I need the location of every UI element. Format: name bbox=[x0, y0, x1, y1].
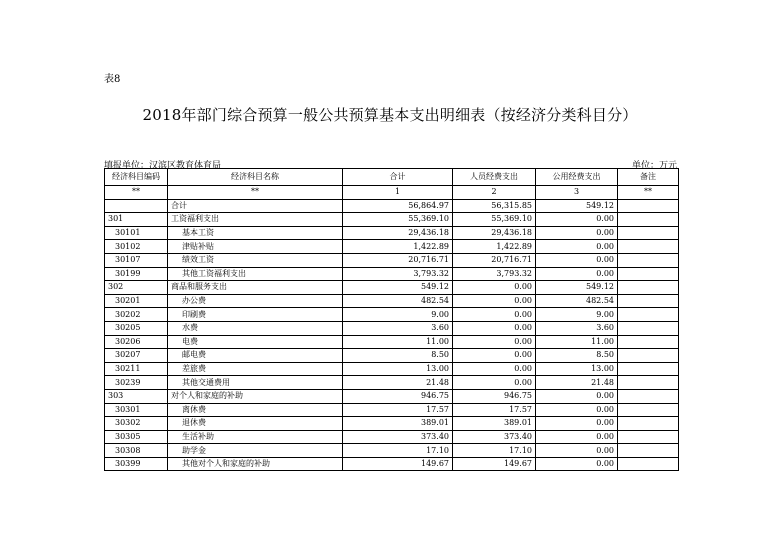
table-row bbox=[105, 417, 679, 431]
table-row bbox=[105, 362, 679, 376]
total-cell: 9.00 bbox=[343, 308, 453, 322]
header-name: 经济科目名称 bbox=[168, 169, 343, 186]
note-cell bbox=[618, 430, 679, 444]
code-cell: 30202 bbox=[105, 308, 168, 322]
index-cell: 1 bbox=[343, 186, 453, 200]
total-cell: 20,716.71 bbox=[343, 253, 453, 267]
name-cell: 助学金 bbox=[168, 444, 343, 458]
total-cell: 946.75 bbox=[343, 389, 453, 403]
note-cell bbox=[618, 335, 679, 349]
table-row bbox=[105, 403, 679, 417]
name-cell: 差旅费 bbox=[168, 362, 343, 376]
total-cell: 3.60 bbox=[343, 321, 453, 335]
note-cell bbox=[618, 376, 679, 390]
code-cell: 30101 bbox=[105, 226, 168, 240]
index-cell: ** bbox=[168, 186, 343, 200]
note-cell bbox=[618, 308, 679, 322]
name-cell: 合计 bbox=[168, 199, 343, 213]
table-row bbox=[105, 376, 679, 390]
note-cell bbox=[618, 349, 679, 363]
table-row bbox=[105, 430, 679, 444]
currency-unit: 单位：万元 bbox=[631, 161, 677, 171]
name-cell: 退休费 bbox=[168, 417, 343, 431]
note-cell bbox=[618, 444, 679, 458]
note-cell bbox=[618, 281, 679, 295]
total-cell: 55,369.10 bbox=[343, 213, 453, 227]
code-cell: 30302 bbox=[105, 417, 168, 431]
public-cell: 3.60 bbox=[536, 321, 618, 335]
table-row bbox=[105, 457, 679, 471]
personnel-cell: 0.00 bbox=[453, 376, 536, 390]
personnel-cell: 0.00 bbox=[453, 308, 536, 322]
name-cell: 工资福利支出 bbox=[168, 213, 343, 227]
header-note: 备注 bbox=[618, 169, 679, 186]
header-public: 公用经费支出 bbox=[536, 169, 618, 186]
public-cell: 482.54 bbox=[536, 294, 618, 308]
code-cell: 303 bbox=[105, 389, 168, 403]
personnel-cell: 55,369.10 bbox=[453, 213, 536, 227]
table-number: 表8 bbox=[104, 74, 121, 85]
table-row bbox=[105, 281, 679, 295]
page-title: 2018年部门综合预算一般公共预算基本支出明细表（按经济分类科目分） bbox=[142, 106, 638, 124]
public-cell: 0.00 bbox=[536, 444, 618, 458]
personnel-cell: 3,793.32 bbox=[453, 267, 536, 281]
personnel-cell: 0.00 bbox=[453, 335, 536, 349]
public-cell: 0.00 bbox=[536, 430, 618, 444]
public-cell: 0.00 bbox=[536, 253, 618, 267]
public-cell: 0.00 bbox=[536, 213, 618, 227]
personnel-cell: 0.00 bbox=[453, 349, 536, 363]
name-cell: 离休费 bbox=[168, 403, 343, 417]
public-cell: 0.00 bbox=[536, 417, 618, 431]
name-cell: 商品和服务支出 bbox=[168, 281, 343, 295]
personnel-cell: 1,422.89 bbox=[453, 240, 536, 254]
total-cell: 3,793.32 bbox=[343, 267, 453, 281]
total-cell: 17.10 bbox=[343, 444, 453, 458]
reporting-unit: 填报单位：汉滨区教育体育局 bbox=[104, 161, 222, 171]
personnel-cell: 0.00 bbox=[453, 362, 536, 376]
table-row bbox=[105, 267, 679, 281]
total-cell: 373.40 bbox=[343, 430, 453, 444]
public-cell: 21.48 bbox=[536, 376, 618, 390]
code-cell: 30206 bbox=[105, 335, 168, 349]
note-cell bbox=[618, 362, 679, 376]
note-cell bbox=[618, 213, 679, 227]
note-cell bbox=[618, 199, 679, 213]
table-row bbox=[105, 253, 679, 267]
personnel-cell: 0.00 bbox=[453, 281, 536, 295]
note-cell bbox=[618, 403, 679, 417]
table-row bbox=[105, 213, 679, 227]
public-cell: 0.00 bbox=[536, 389, 618, 403]
public-cell: 11.00 bbox=[536, 335, 618, 349]
total-cell: 8.50 bbox=[343, 349, 453, 363]
header-code: 经济科目编码 bbox=[105, 169, 168, 186]
public-cell: 549.12 bbox=[536, 281, 618, 295]
index-cell: 3 bbox=[536, 186, 618, 200]
code-cell bbox=[105, 199, 168, 213]
public-cell: 13.00 bbox=[536, 362, 618, 376]
header-total: 合计 bbox=[343, 169, 453, 186]
expenditure-table bbox=[104, 168, 679, 471]
index-cell: ** bbox=[105, 186, 168, 200]
code-cell: 30399 bbox=[105, 457, 168, 471]
public-cell: 9.00 bbox=[536, 308, 618, 322]
code-cell: 30102 bbox=[105, 240, 168, 254]
code-cell: 30239 bbox=[105, 376, 168, 390]
table-row bbox=[105, 389, 679, 403]
name-cell: 生活补助 bbox=[168, 430, 343, 444]
personnel-cell: 373.40 bbox=[453, 430, 536, 444]
public-cell: 0.00 bbox=[536, 403, 618, 417]
total-cell: 482.54 bbox=[343, 294, 453, 308]
public-cell: 0.00 bbox=[536, 240, 618, 254]
public-cell: 0.00 bbox=[536, 226, 618, 240]
code-cell: 30305 bbox=[105, 430, 168, 444]
name-cell: 其他交通费用 bbox=[168, 376, 343, 390]
personnel-cell: 0.00 bbox=[453, 294, 536, 308]
name-cell: 基本工资 bbox=[168, 226, 343, 240]
personnel-cell: 0.00 bbox=[453, 321, 536, 335]
total-cell: 1,422.89 bbox=[343, 240, 453, 254]
name-cell: 对个人和家庭的补助 bbox=[168, 389, 343, 403]
note-cell bbox=[618, 240, 679, 254]
total-cell: 549.12 bbox=[343, 281, 453, 295]
note-cell bbox=[618, 417, 679, 431]
personnel-cell: 389.01 bbox=[453, 417, 536, 431]
personnel-cell: 946.75 bbox=[453, 389, 536, 403]
total-cell: 11.00 bbox=[343, 335, 453, 349]
note-cell bbox=[618, 253, 679, 267]
personnel-cell: 17.57 bbox=[453, 403, 536, 417]
index-row bbox=[105, 186, 679, 200]
total-cell: 13.00 bbox=[343, 362, 453, 376]
total-cell: 56,864.97 bbox=[343, 199, 453, 213]
note-cell bbox=[618, 321, 679, 335]
public-cell: 0.00 bbox=[536, 267, 618, 281]
personnel-cell: 20,716.71 bbox=[453, 253, 536, 267]
code-cell: 30201 bbox=[105, 294, 168, 308]
table-row bbox=[105, 240, 679, 254]
note-cell bbox=[618, 389, 679, 403]
code-cell: 30107 bbox=[105, 253, 168, 267]
name-cell: 津贴补贴 bbox=[168, 240, 343, 254]
code-cell: 30308 bbox=[105, 444, 168, 458]
name-cell: 其他对个人和家庭的补助 bbox=[168, 457, 343, 471]
name-cell: 邮电费 bbox=[168, 349, 343, 363]
total-cell: 29,436.18 bbox=[343, 226, 453, 240]
name-cell: 印刷费 bbox=[168, 308, 343, 322]
header-personnel: 人员经费支出 bbox=[453, 169, 536, 186]
total-cell: 149.67 bbox=[343, 457, 453, 471]
code-cell: 301 bbox=[105, 213, 168, 227]
table-row bbox=[105, 294, 679, 308]
public-cell: 8.50 bbox=[536, 349, 618, 363]
note-cell bbox=[618, 294, 679, 308]
total-cell: 17.57 bbox=[343, 403, 453, 417]
table-row bbox=[105, 349, 679, 363]
public-cell: 0.00 bbox=[536, 457, 618, 471]
name-cell: 水费 bbox=[168, 321, 343, 335]
index-cell: 2 bbox=[453, 186, 536, 200]
name-cell: 其他工资福利支出 bbox=[168, 267, 343, 281]
table-row bbox=[105, 444, 679, 458]
code-cell: 30207 bbox=[105, 349, 168, 363]
personnel-cell: 149.67 bbox=[453, 457, 536, 471]
code-cell: 302 bbox=[105, 281, 168, 295]
personnel-cell: 29,436.18 bbox=[453, 226, 536, 240]
index-cell: ** bbox=[618, 186, 679, 200]
name-cell: 办公费 bbox=[168, 294, 343, 308]
table-row bbox=[105, 321, 679, 335]
total-cell: 21.48 bbox=[343, 376, 453, 390]
personnel-cell: 17.10 bbox=[453, 444, 536, 458]
code-cell: 30199 bbox=[105, 267, 168, 281]
table-row bbox=[105, 308, 679, 322]
note-cell bbox=[618, 457, 679, 471]
code-cell: 30205 bbox=[105, 321, 168, 335]
public-cell: 549.12 bbox=[536, 199, 618, 213]
table-row bbox=[105, 335, 679, 349]
code-cell: 30301 bbox=[105, 403, 168, 417]
header-row bbox=[105, 169, 679, 186]
note-cell bbox=[618, 226, 679, 240]
name-cell: 绩效工资 bbox=[168, 253, 343, 267]
code-cell: 30211 bbox=[105, 362, 168, 376]
note-cell bbox=[618, 267, 679, 281]
name-cell: 电费 bbox=[168, 335, 343, 349]
personnel-cell: 56,315.85 bbox=[453, 199, 536, 213]
table-row bbox=[105, 226, 679, 240]
table-row bbox=[105, 199, 679, 213]
total-cell: 389.01 bbox=[343, 417, 453, 431]
